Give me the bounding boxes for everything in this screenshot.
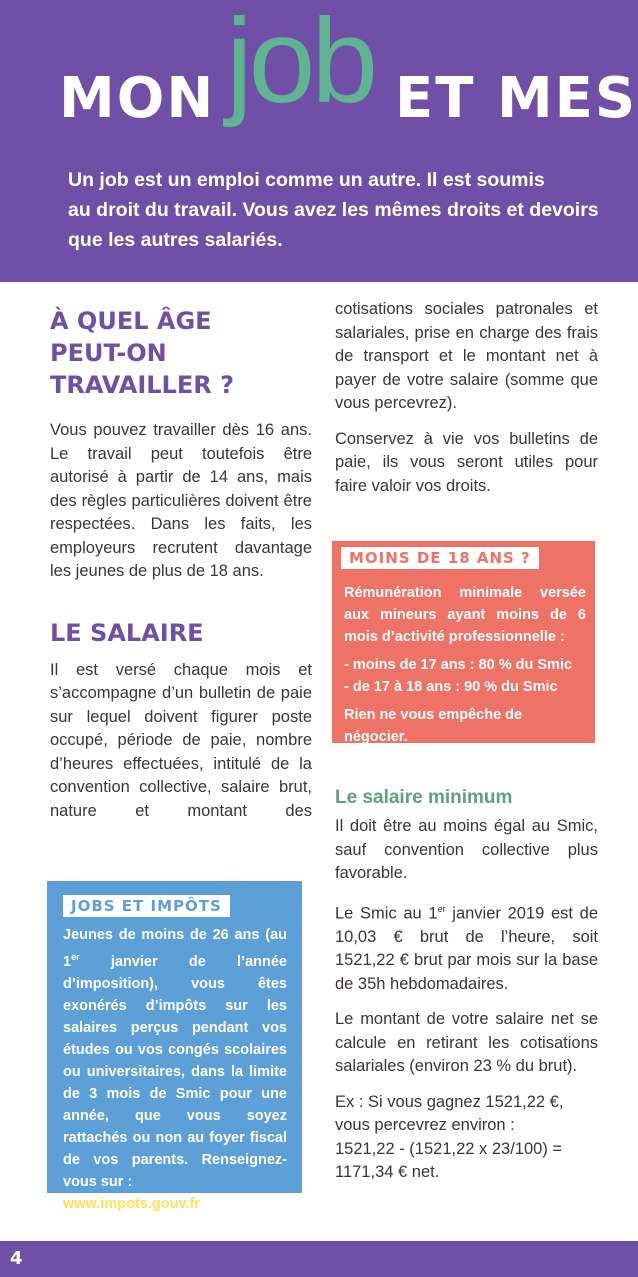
jobs-impots-text-part1: Jeunes de moins de 26 ans (au 1: [63, 927, 287, 970]
salaire-minimum-p3: Le montant de votre salaire net se calcule en retirant les cotisations salariales (environ 23 % du brut).: [335, 1010, 598, 1075]
moins-18-tag: MOINS DE 18 ANS ?: [341, 547, 539, 569]
salaire-minimum-p2: [335, 898, 598, 997]
jobs-impots-box: [47, 881, 302, 1212]
example-line: vous percevrez environ :: [335, 1116, 515, 1134]
jobs-impots-tag: JOBS ET IMPÔTS: [63, 895, 230, 917]
moins-18-item: - de 17 à 18 ans : 90 % du Smic: [344, 679, 558, 695]
moins-18-note: Rien ne vous empêche de négocier.: [344, 707, 523, 745]
salaire-continued-text: cotisations sociales patronales et salariales, prise en charge des frais de transport et le montant net à payer de votre salaire (somme que vous percevrez).: [335, 300, 598, 412]
example-line: Ex : Si vous gagnez 1521,22 €,: [335, 1092, 564, 1111]
moins-18-box: [332, 541, 595, 743]
intro-text: [68, 165, 608, 255]
title-mon: MON: [59, 66, 216, 131]
salaire-heading: LE SALAIRE: [50, 618, 204, 647]
example-block: [335, 1091, 598, 1185]
moins-18-text: [344, 582, 586, 748]
salaire-minimum-section: [335, 787, 598, 1185]
jobs-impots-text-part2: janvier de l’année d’imposition), vous êtes exonérés d’impôts sur les salaires perçus pendant vos études ou vos congés scolaires ou universitaires, dans la limite de 3 mois de Smic pour une année, que vous soyez rattachés ou non au foyer fiscal de vos parents. Renseignez-vous sur :: [63, 953, 287, 1190]
jobs-impots-sup: er: [71, 952, 80, 962]
impots-link[interactable]: www.impots.gouv.fr: [63, 1195, 200, 1212]
age-heading-line: À QUEL ÂGE: [50, 307, 212, 335]
jobs-impots-text: [63, 924, 287, 1215]
intro-line: que les autres salariés.: [68, 229, 283, 251]
example-line: 1521,22 - (1521,22 x 23/100) =: [335, 1139, 563, 1158]
smic-sup: er: [437, 903, 446, 914]
left-column: [50, 305, 312, 823]
age-heading-line: PEUT-ON: [50, 339, 167, 367]
title-et-mes: ET MES: [395, 66, 638, 131]
intro-line: au droit du travail. Vous avez les mêmes droits et devoirs: [68, 199, 599, 221]
moins-18-item: - moins de 17 ans : 80 % du Smic: [344, 657, 573, 673]
footer-bar: [0, 1241, 638, 1277]
header-banner: [0, 0, 638, 282]
salaire-minimum-p1: Il doit être au moins égal au Smic, sauf convention collective plus favorable.: [335, 817, 598, 882]
moins-18-intro: Rémunération minimale versée aux mineurs ayant moins de 6 mois d’activité professionnelle :: [344, 585, 586, 645]
intro-line: Un job est un emploi comme un autre. Il est soumis: [68, 169, 545, 191]
salaire-text: Il est versé chaque mois et s’accompagne d’un bulletin de paie sur lequel doivent figurer poste occupé, période de paie, nombre d’heures effectuées, intitulé de la convention collective, salaire brut, nature et montant des: [50, 660, 312, 820]
right-column: [335, 298, 598, 498]
page-number: 4: [10, 1248, 23, 1269]
age-heading-line: TRAVAILLER ?: [50, 371, 234, 399]
age-text: Vous pouvez travailler dès 16 ans. Le travail peut toutefois être autorisé à partir de 14 ans, mais des règles particulières doivent être respectées. Dans les faits, les employeurs recrutent davantage les jeunes de plus de 18 ans.: [50, 421, 312, 580]
salaire-minimum-heading: Le salaire minimum: [335, 787, 513, 808]
smic-text-part1: Le Smic au 1: [335, 904, 438, 922]
smic-text-part2: janvier 2019 est de 10,03 € brut de l’heure, soit 1521,22 € brut par mois sur la base de 35h hebdomadaires.: [335, 904, 598, 993]
example-line: 1171,34 € net.: [335, 1163, 440, 1181]
title-job: job: [226, 0, 375, 128]
conserve-text: Conservez à vie vos bulletins de paie, ils vous seront utiles pour faire valoir vos droits.: [335, 429, 598, 495]
age-heading: [50, 305, 312, 401]
